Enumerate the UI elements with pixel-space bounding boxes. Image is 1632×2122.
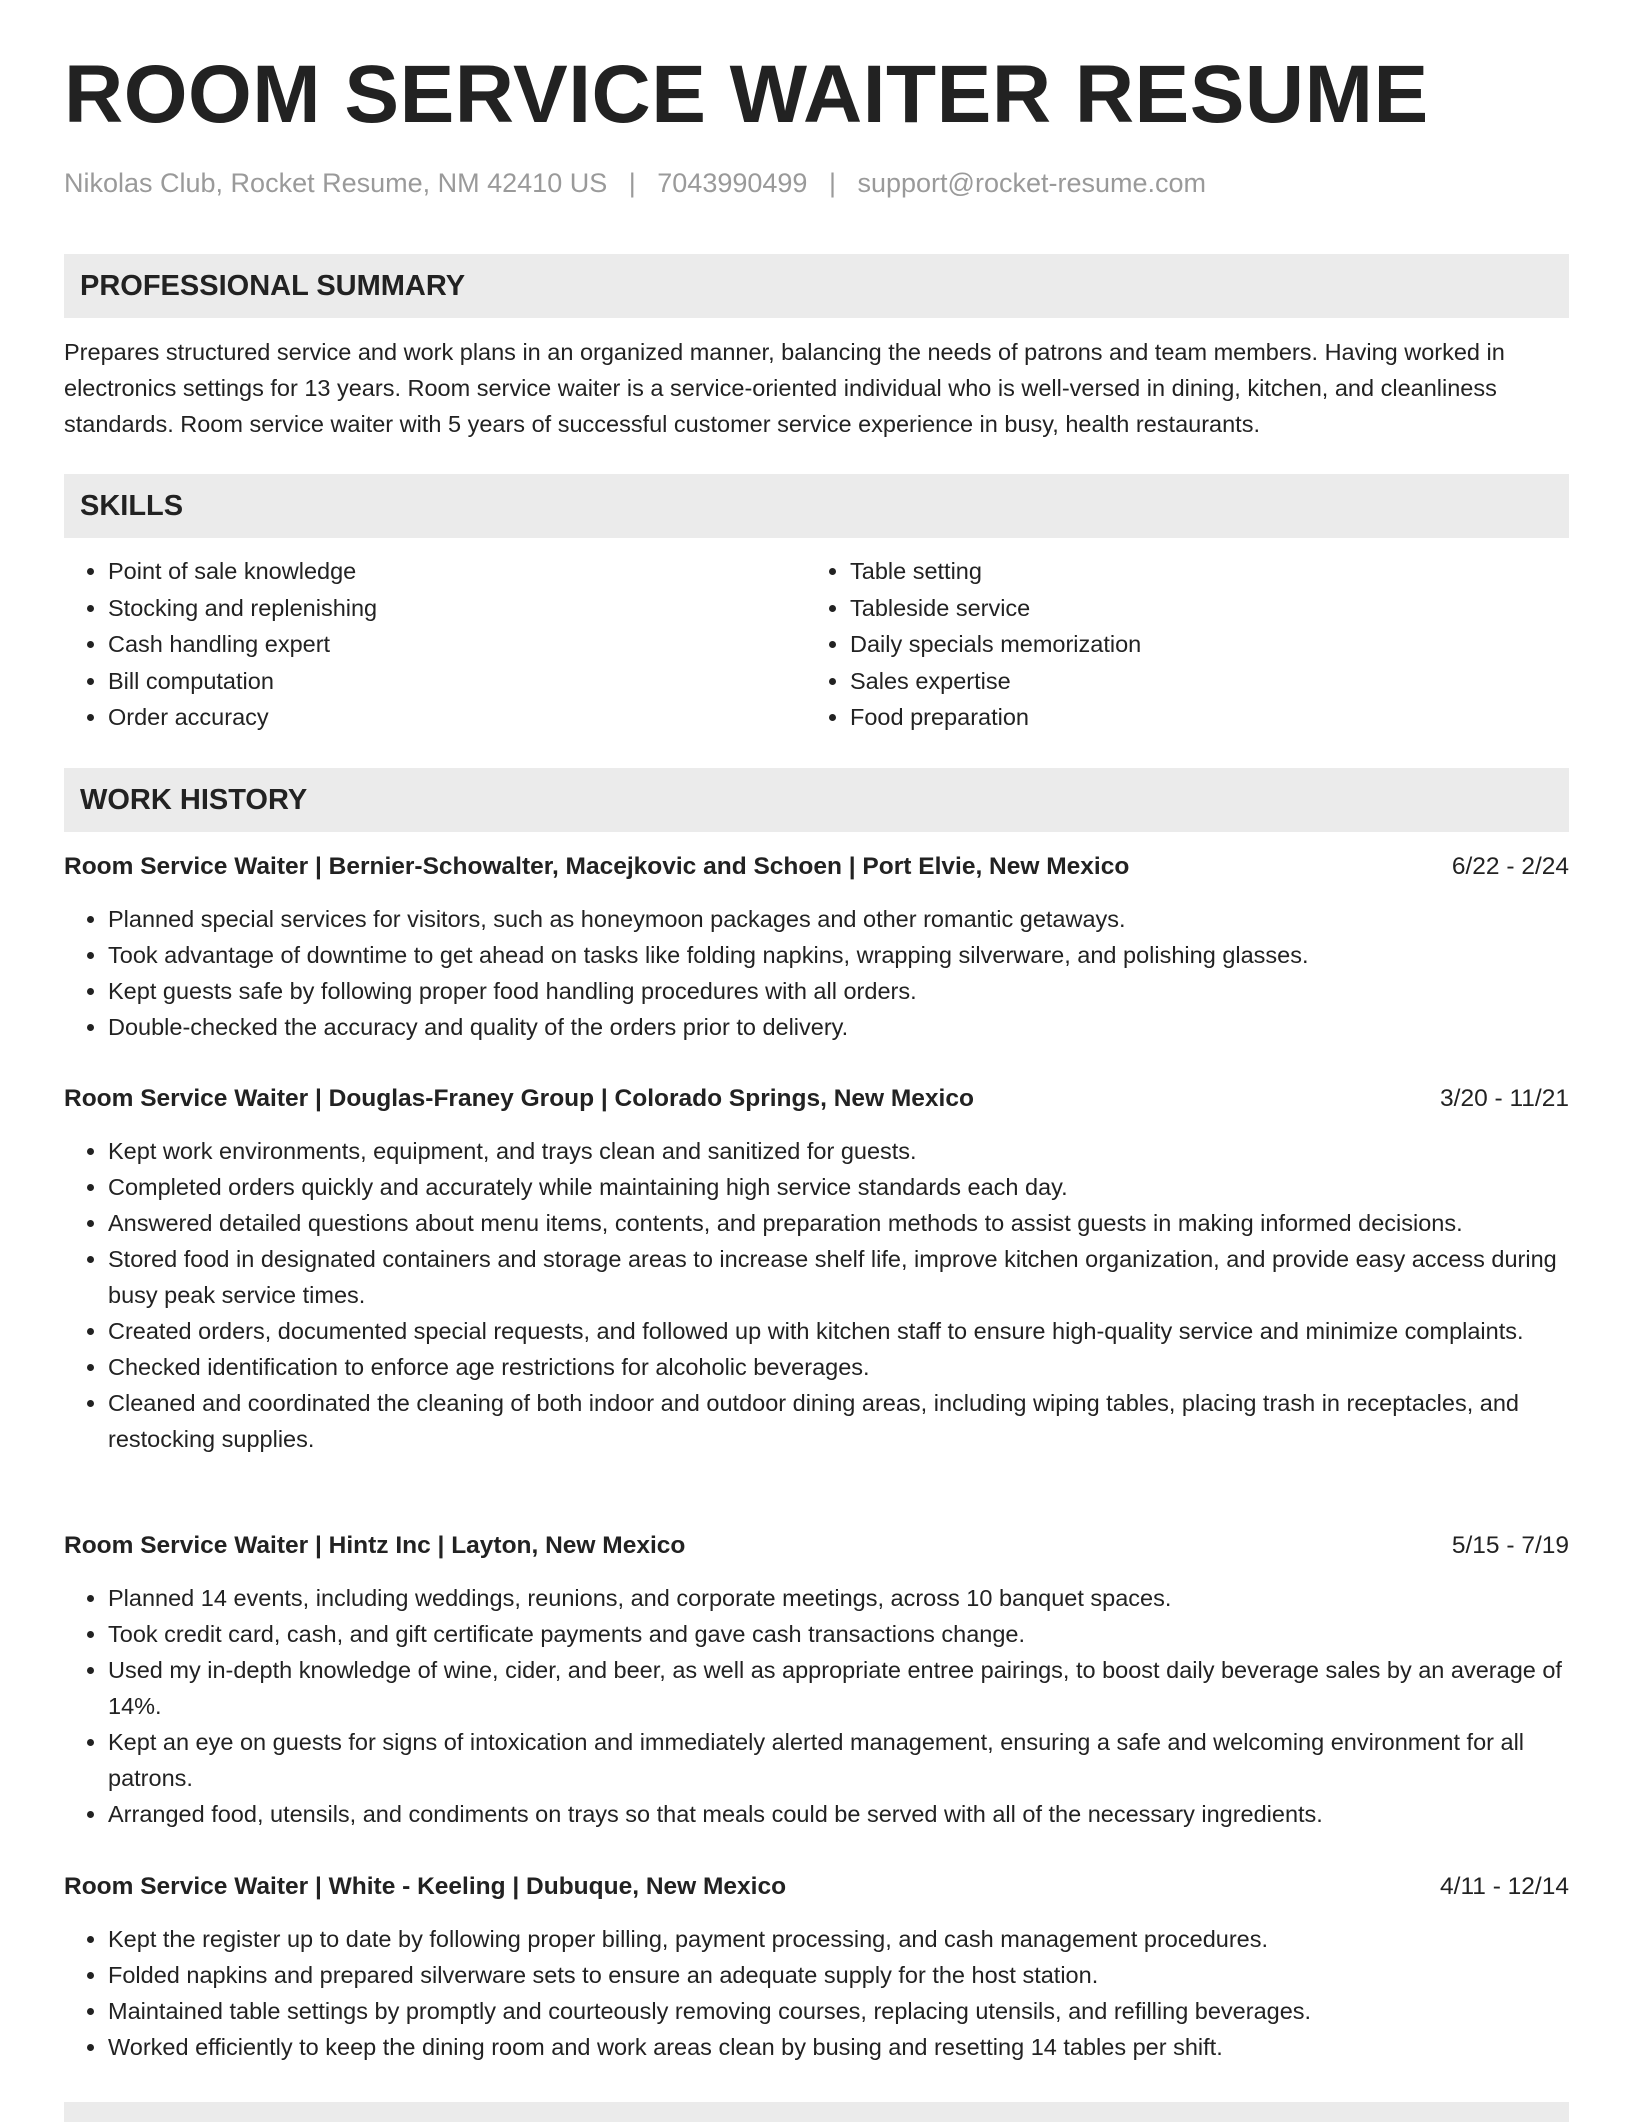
contact-separator: | bbox=[628, 168, 636, 198]
contact-address: Nikolas Club, Rocket Resume, NM 42410 US bbox=[64, 168, 608, 198]
skills-column-left bbox=[64, 553, 806, 736]
section-header-summary: PROFESSIONAL SUMMARY bbox=[64, 254, 1569, 318]
job-bullet: • Arranged food, utensils, and condiments on trays so that meals could be served with all of the necessary ingredients. bbox=[108, 1796, 1569, 1832]
job-bullet: • Kept work environments, equipment, and trays clean and sanitized for guests. bbox=[108, 1133, 1569, 1169]
job-bullet: • Cleaned and coordinated the cleaning of both indoor and outdoor dining areas, including wiping tables, placing trash in receptacles, and restocking supplies. bbox=[108, 1385, 1569, 1457]
job-title: Room Service Waiter | Douglas-Franey Group | Colorado Springs, New Mexico bbox=[64, 1085, 974, 1112]
job-bullet: • Kept guests safe by following proper food handling procedures with all orders. bbox=[108, 973, 1569, 1009]
job-bullet: • Stored food in designated containers and storage areas to increase shelf life, improve kitchen organization, and provide easy access during busy peak service times. bbox=[108, 1241, 1569, 1313]
skill-item: • Table setting bbox=[850, 553, 1548, 590]
skill-item: • Daily specials memorization bbox=[850, 626, 1548, 663]
job-bullet: • Completed orders quickly and accurately while maintaining high service standards each day. bbox=[108, 1169, 1569, 1205]
job-header bbox=[64, 1082, 1569, 1116]
skill-item: • Cash handling expert bbox=[108, 626, 806, 663]
job-title: Room Service Waiter | Bernier-Schowalter, Macejkovic and Schoen | Port Elvie, New Mexico bbox=[64, 853, 1130, 880]
job-bullet: • Answered detailed questions about menu items, contents, and preparation methods to assist guests in making informed decisions. bbox=[108, 1205, 1569, 1241]
job-bullets bbox=[64, 1133, 1569, 1457]
contact-line bbox=[64, 168, 1206, 199]
skill-item: • Food preparation bbox=[850, 699, 1548, 736]
job-dates: 5/15 - 7/19 bbox=[1451, 1532, 1569, 1559]
job-bullet: • Kept an eye on guests for signs of intoxication and immediately alerted management, ensuring a safe and welcoming environment for all patrons. bbox=[108, 1724, 1569, 1796]
skill-item: • Tableside service bbox=[850, 590, 1548, 627]
job-bullets bbox=[64, 1580, 1569, 1832]
section-header-work-history: WORK HISTORY bbox=[64, 768, 1569, 832]
job-dates: 3/20 - 11/21 bbox=[1440, 1085, 1569, 1112]
job-bullet: • Double-checked the accuracy and quality of the orders prior to delivery. bbox=[108, 1009, 1569, 1045]
contact-email: support@rocket-resume.com bbox=[857, 168, 1207, 198]
section-header-skills: SKILLS bbox=[64, 474, 1569, 538]
skill-item: • Bill computation bbox=[108, 663, 806, 700]
skill-item: • Point of sale knowledge bbox=[108, 553, 806, 590]
job-bullet: • Checked identification to enforce age restrictions for alcoholic beverages. bbox=[108, 1349, 1569, 1385]
skills-column-right bbox=[806, 553, 1548, 736]
job-bullet: • Maintained table settings by promptly and courteously removing courses, replacing utensils, and refilling beverages. bbox=[108, 1993, 1569, 2029]
job-entry bbox=[64, 850, 1569, 1045]
contact-separator: | bbox=[828, 168, 836, 198]
resume-title: ROOM SERVICE WAITER RESUME bbox=[64, 49, 1429, 140]
contact-phone: 7043990499 bbox=[657, 168, 808, 198]
job-header bbox=[64, 850, 1569, 884]
job-entry bbox=[64, 1082, 1569, 1457]
job-title: Room Service Waiter | Hintz Inc | Layton, New Mexico bbox=[64, 1532, 686, 1559]
job-header bbox=[64, 1529, 1569, 1563]
skill-item: • Sales expertise bbox=[850, 663, 1548, 700]
job-bullet: • Planned 14 events, including weddings, reunions, and corporate meetings, across 10 banquet spaces. bbox=[108, 1580, 1569, 1616]
job-bullet: • Worked efficiently to keep the dining room and work areas clean by busing and resetting 14 tables per shift. bbox=[108, 2029, 1569, 2065]
job-dates: 6/22 - 2/24 bbox=[1451, 853, 1569, 880]
next-section-header-edge bbox=[64, 2102, 1569, 2122]
job-title: Room Service Waiter | White - Keeling | Dubuque, New Mexico bbox=[64, 1873, 787, 1900]
job-header bbox=[64, 1870, 1569, 1904]
job-bullet: • Created orders, documented special requests, and followed up with kitchen staff to ensure high-quality service and minimize complaints. bbox=[108, 1313, 1569, 1349]
job-bullet: • Planned special services for visitors, such as honeymoon packages and other romantic getaways. bbox=[108, 901, 1569, 937]
job-bullets bbox=[64, 1921, 1569, 2065]
job-bullets bbox=[64, 901, 1569, 1045]
job-bullet: • Used my in-depth knowledge of wine, cider, and beer, as well as appropriate entree pairings, to boost daily beverage sales by an average of 14%. bbox=[108, 1652, 1569, 1724]
skills-list bbox=[64, 553, 1569, 736]
job-entry bbox=[64, 1529, 1569, 1832]
summary-text: Prepares structured service and work plans in an organized manner, balancing the needs of patrons and team members. Having worked in electronics settings for 13 years. Room service waiter is a service-oriented individual who is well-versed in dining, kitchen, and cleanliness standards. Room service waiter with 5 years of successful customer service experience in busy, health restaurants. bbox=[64, 339, 1505, 437]
job-dates: 4/11 - 12/14 bbox=[1440, 1873, 1569, 1900]
skill-item: • Stocking and replenishing bbox=[108, 590, 806, 627]
job-bullet: • Kept the register up to date by following proper billing, payment processing, and cash management procedures. bbox=[108, 1921, 1569, 1957]
job-bullet: • Folded napkins and prepared silverware sets to ensure an adequate supply for the host station. bbox=[108, 1957, 1569, 1993]
job-entry bbox=[64, 1870, 1569, 2065]
job-bullet: • Took credit card, cash, and gift certificate payments and gave cash transactions change. bbox=[108, 1616, 1569, 1652]
skill-item: • Order accuracy bbox=[108, 699, 806, 736]
job-bullet: • Took advantage of downtime to get ahead on tasks like folding napkins, wrapping silverware, and polishing glasses. bbox=[108, 937, 1569, 973]
